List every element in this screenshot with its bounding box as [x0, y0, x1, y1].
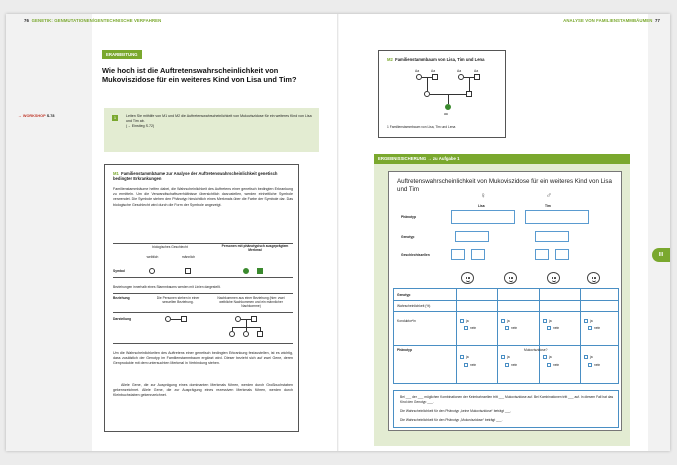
- child-female-1: [229, 331, 235, 337]
- conclusion-sentence-1: Bei ___ der ___ möglichen Kombinationen der Keimbahnzellen tritt ___ Mukoviszidose auf. Bei Kombinationen tritt ___ auf. In diesem Fall hat das Kind den Genotyp ___.: [400, 395, 614, 404]
- page-title: Wie hoch ist die Auftretenswahrscheinlichkeit von Mukoviszidose für ein weiteres Kind von Lisa und Tim?: [102, 66, 297, 84]
- offspring-grid: Genotyp Wahrscheinlichkeit (%) Konduktor*in Phänotyp Mukoviszidose? ja nein ja nein ja nein ja nein ja nein ja nein ja nein ja nein: [393, 288, 619, 384]
- left-page-header: 76 GENETIK: GENMUTATIONEN/GENTECHNISCHE VERFAHREN: [24, 18, 162, 23]
- grandfather-1: [432, 74, 438, 80]
- conclusion-box: [393, 390, 619, 428]
- muko-4-ja[interactable]: [584, 355, 588, 359]
- row-symbol: Symbol: [113, 269, 125, 273]
- lisa-gamete-1[interactable]: [451, 249, 465, 260]
- affected-female-symbol: [243, 268, 249, 274]
- child-female-2: [243, 331, 249, 337]
- col-male: männlich: [181, 255, 196, 259]
- right-page-header: ANALYSE VON FAMILIENSTAMMBÄUMEN 77: [563, 18, 660, 23]
- conclusion-sentence-3: Die Wahrscheinlichkeit für den Phänotyp „Mukoviszidose“ beträgt ___.: [400, 418, 503, 422]
- grandfather-2: [474, 74, 480, 80]
- tim-genotype-field[interactable]: [535, 231, 569, 242]
- rel-header-2: Die Personen stehen in einer sexuellen Beziehung.: [156, 296, 200, 304]
- konduktor-4-ja[interactable]: [584, 319, 588, 323]
- muko-1-ja[interactable]: [460, 355, 464, 359]
- m2-caption: 1 Familienstammbaum von Lisa, Tim und Lena: [387, 125, 456, 129]
- partner-male: [181, 316, 187, 322]
- female-sex-symbol: ♀: [480, 191, 486, 200]
- lisa-gamete-2[interactable]: [471, 249, 485, 260]
- col-affected: Personen mit phänotypisch ausgeprägtem Merkmal: [221, 244, 289, 252]
- muko-3-ja[interactable]: [543, 355, 547, 359]
- affected-male-symbol: [257, 268, 263, 274]
- task-text: Leiten Sie mithilfe von M1 und M2 die Auftretenswahrscheinlichkeit von Mukoviszidose für ein weiteres Kind von Lisa und Tim ab.: [126, 114, 312, 123]
- ergebnis-worksheet: Auftretenswahrscheinlichkeit von Mukoviszidose für ein weiteres Kind von Lisa und Tim ♀ ♂ Lisa Tim Phänotyp Genotyp Geschlechtszellen Genotyp Wahrscheinlichkeit (%) Konduktor*in Phänotyp Mukoviszidose? ja nein ja nein ja nein ja nein ja nein ja nein ja nein ja nein Bei ___ der ___ möglichen Kombinationen der Keimbahnzellen tritt ___ Mukoviszidose auf. Bei Kombinationen tritt ___ auf. In diesem Fall hat das Kind den Genotyp ___. Die Wahrscheinlichkeit für den Phänotyp „keine Mukoviszidose“ beträgt ___. Die Wahrscheinlichkeit für den Phänotyp „Mukoviszidose“ beträgt ___.: [388, 171, 622, 431]
- child-face-2: [504, 272, 517, 284]
- lena-symbol: [445, 104, 451, 110]
- lisa-label: Lisa: [478, 204, 485, 208]
- m1-title: M1 Familienstammbäume zur Analyse der Auftretenswahrscheinlichkeit genetisch bedingter Erkrankungen: [113, 171, 278, 181]
- col-female: weiblich: [146, 255, 159, 259]
- konduktor-1-nein[interactable]: [464, 326, 468, 330]
- child-male: [257, 331, 263, 337]
- male-symbol: [185, 268, 191, 274]
- tim-label: Tim: [545, 204, 551, 208]
- muko-2-ja[interactable]: [501, 355, 505, 359]
- right-page: [338, 14, 670, 451]
- ergebnis-tag: ERGEBNISSICHERUNG → zu Aufgabe 1: [374, 154, 630, 164]
- m2-box: M2 Familienstammbaum von Lisa, Tim und Lena Aa Aa Aa Aa aa 1 Familienstammbaum von Lisa, Tim und Lena: [378, 50, 506, 138]
- m1-intro: Familienstammbäume helfen dabei, die Wahrscheinlichkeit des Auftretens einer genetisch bedingten Erkrankung zu ermitteln. Um die Verwandtschaftsverhältnisse übersichtlich darzustellen, werden einheitliche Symbole verwendet. Die Symbole stehen den Phänotyp hinsichtlich eines Merkmals über die Farbe der Symbole dar. Das biologische Geschlecht wird durch die Form der Symbole angezeigt.: [113, 187, 293, 207]
- konduktor-3-ja[interactable]: [543, 319, 547, 323]
- rel-row: Darstellung: [113, 317, 132, 321]
- book-spread: [6, 14, 670, 451]
- col-sex: biologisches Geschlecht: [152, 245, 188, 249]
- task-box: [104, 108, 319, 152]
- m2-title: M2 Familienstammbaum von Lisa, Tim und Lena: [387, 57, 485, 62]
- child-face-1: [461, 272, 474, 284]
- tim-gamete-2[interactable]: [555, 249, 569, 260]
- muko-3-nein[interactable]: [547, 363, 551, 367]
- tim-gamete-1[interactable]: [535, 249, 549, 260]
- konduktor-1-ja[interactable]: [460, 319, 464, 323]
- tim-phenotype-field[interactable]: [525, 210, 589, 224]
- task-number: 1: [113, 115, 117, 120]
- rel-header-3: Nachkommen aus einer Beziehung (hier: zwei weibliche Nachkommen und ein männlicher Nachkomme): [217, 296, 285, 308]
- chapter-tab[interactable]: III: [652, 248, 670, 262]
- m1-box: [104, 164, 299, 432]
- conclusion-sentence-2: Die Wahrscheinlichkeit für den Phänotyp „keine Mukoviszidose“ beträgt ___.: [400, 409, 512, 413]
- workshop-reference[interactable]: → WORKSHOP S.78: [18, 114, 55, 118]
- relations-intro: Beziehungen innerhalb eines Stammbaums werden mit Linien dargestellt.: [113, 285, 221, 289]
- lisa-genotype-field[interactable]: [455, 231, 489, 242]
- rel-header: Beziehung: [113, 296, 130, 300]
- konduktor-2-nein[interactable]: [505, 326, 509, 330]
- m1-outro-1: Um die Wahrscheinlichkeiten des Auftretens einer genetisch bedingten Erkrankung festzustellen, ist es wichtig, dass zusätzlich der Genotyp im Familienstammbaum ergänzt wird. Dieser bezieht sich auf zwei Gene, deren Genprodukte mit dem untersuchten Merkmal in Verbindung stehen.: [113, 351, 293, 366]
- parent-male: [251, 316, 257, 322]
- ergebnis-title: Auftretenswahrscheinlichkeit von Mukoviszidose für ein weiteres Kind von Lisa und Tim: [397, 178, 612, 193]
- female-symbol: [149, 268, 155, 274]
- child-face-3: [547, 272, 560, 284]
- konduktor-2-ja[interactable]: [501, 319, 505, 323]
- muko-4-nein[interactable]: [588, 363, 592, 367]
- muko-1-nein[interactable]: [464, 363, 468, 367]
- right-margin: [648, 14, 670, 451]
- muko-2-nein[interactable]: [505, 363, 509, 367]
- task-hint: (→ Einstieg S.72): [126, 124, 155, 128]
- lisa-phenotype-field[interactable]: [451, 210, 515, 224]
- konduktor-4-nein[interactable]: [588, 326, 592, 330]
- m1-outro-2: Allele Gene, die zur Ausprägung eines dominanten Merkmals führen, werden durch Großbuchstaben gekennzeichnet. Allele Gene, die zur Ausprägung eines rezessiven Merkmals führen, werden durch Kleinbuchstaben gekennzeichnet.: [113, 383, 293, 398]
- left-page: [6, 14, 338, 451]
- male-sex-symbol: ♂: [546, 191, 552, 200]
- child-face-4: [587, 272, 600, 284]
- konduktor-3-nein[interactable]: [547, 326, 551, 330]
- section-tag: ERARBEITUNG: [102, 50, 142, 59]
- left-margin: [6, 14, 92, 451]
- tim-symbol: [466, 91, 472, 97]
